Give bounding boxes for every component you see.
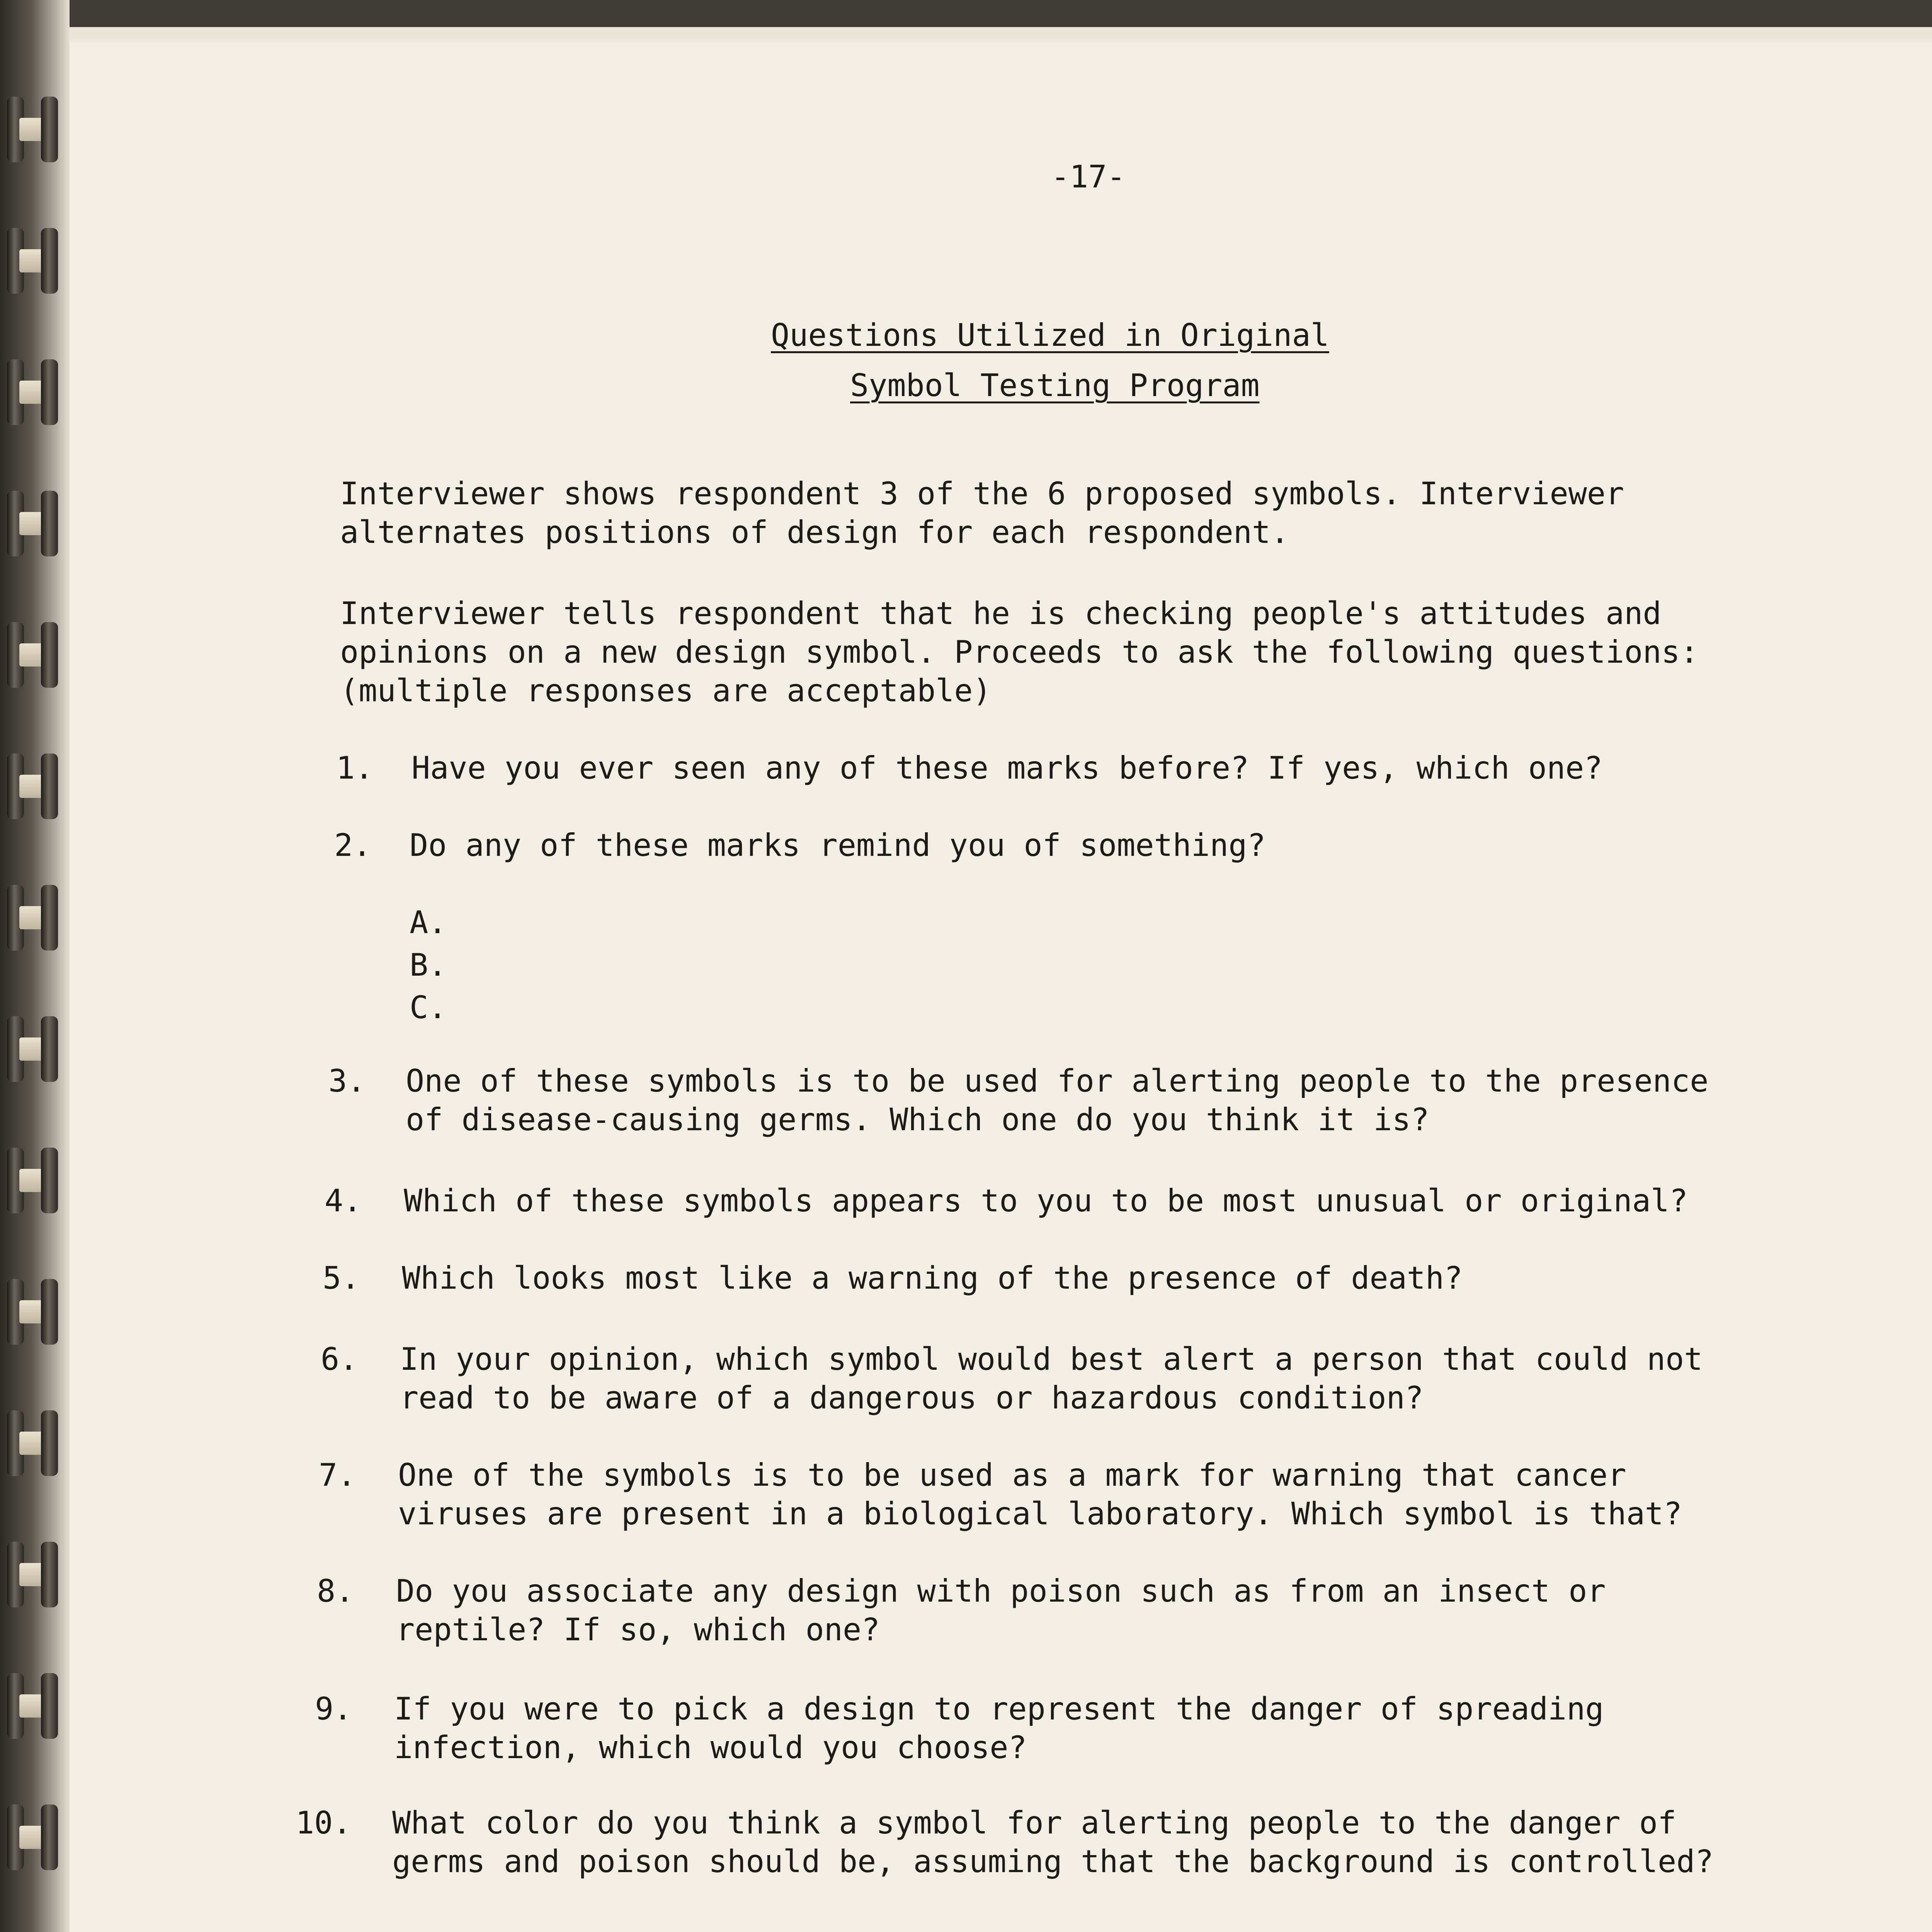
- binding-ring: [4, 228, 62, 294]
- binding-ring-part: [41, 1148, 58, 1213]
- intro-p2-line-3: (multiple responses are acceptable): [340, 673, 992, 709]
- q8-line-2: reptile? If so, which one?: [396, 1612, 880, 1648]
- binding-ring-part: [41, 491, 58, 556]
- q9-line-2: infection, which would you choose?: [394, 1730, 1027, 1765]
- q2-option-c: C.: [410, 990, 447, 1026]
- binding-ring-part: [41, 1279, 58, 1345]
- q2-number: 2.: [334, 827, 372, 863]
- q4-number: 4.: [325, 1183, 362, 1219]
- binding-ring: [4, 885, 62, 951]
- q3-line-2: of disease-causing germs. Which one do you think it is?: [406, 1102, 1430, 1138]
- q9-number: 9.: [315, 1691, 352, 1727]
- q3-number: 3.: [328, 1063, 366, 1099]
- intro-p2-line-1: Interviewer tells respondent that he is checking people's attitudes and: [340, 595, 1662, 631]
- binding-ring: [4, 1804, 62, 1870]
- binding-ring-part: [41, 885, 58, 951]
- q10-number: 10.: [296, 1805, 352, 1841]
- binding-ring-part: [41, 1016, 58, 1082]
- q7-line-2: viruses are present in a biological laboratory. Which symbol is that?: [398, 1496, 1682, 1532]
- q6-line-2: read to be aware of a dangerous or hazardous condition?: [400, 1380, 1424, 1416]
- q3-line-1: One of these symbols is to be used for alerting people to the presence: [406, 1063, 1709, 1099]
- q2-line-1: Do any of these marks remind you of something?: [410, 827, 1266, 863]
- binding-ring-part: [41, 359, 58, 425]
- q10-line-2: germs and poison should be, assuming that the background is controlled?: [392, 1844, 1714, 1879]
- binding-ring: [4, 491, 62, 556]
- q8-line-1: Do you associate any design with poison such as from an insect or: [396, 1573, 1606, 1609]
- binding-ring-part: [41, 1804, 58, 1870]
- q4-line-1: Which of these symbols appears to you to be most unusual or original?: [404, 1183, 1688, 1219]
- binding-ring: [4, 1279, 62, 1345]
- q1-line-1: Have you ever seen any of these marks before? If yes, which one?: [412, 750, 1603, 786]
- q7-line-1: One of the symbols is to be used as a mark for warning that cancer: [398, 1457, 1626, 1493]
- binding-ring: [4, 97, 62, 162]
- page-number: -17-: [1051, 159, 1126, 195]
- binding-ring-part: [41, 753, 58, 819]
- q2-option-b: B.: [410, 947, 447, 983]
- q6-number: 6.: [321, 1341, 358, 1377]
- intro-p1-line-2: alternates positions of design for each respondent.: [340, 514, 1289, 550]
- binding-ring: [4, 1542, 62, 1607]
- intro-p2-line-2: opinions on a new design symbol. Proceeds to ask the following questions:: [340, 634, 1699, 670]
- q5-line-1: Which looks most like a warning of the presence of death?: [402, 1260, 1463, 1296]
- q5-number: 5.: [323, 1260, 360, 1296]
- binding-ring-part: [41, 1673, 58, 1739]
- binding-ring: [4, 622, 62, 688]
- binding-ring-part: [41, 97, 58, 162]
- binding-ring: [4, 1673, 62, 1739]
- q9-line-1: If you were to pick a design to represent the danger of spreading: [394, 1691, 1604, 1727]
- intro-p1-line-1: Interviewer shows respondent 3 of the 6 proposed symbols. Interviewer: [340, 476, 1624, 512]
- q6-line-1: In your opinion, which symbol would best alert a person that could not: [400, 1341, 1703, 1377]
- q8-number: 8.: [317, 1573, 354, 1609]
- binding-ring: [4, 753, 62, 819]
- binding-ring: [4, 359, 62, 425]
- q7-number: 7.: [319, 1457, 356, 1493]
- binding-ring: [4, 1410, 62, 1476]
- title-line-2: Symbol Testing Program: [850, 367, 1260, 403]
- binding-ring-part: [41, 1410, 58, 1476]
- q10-line-1: What color do you think a symbol for alerting people to the danger of: [392, 1805, 1677, 1841]
- binding-ring: [4, 1016, 62, 1082]
- binding-ring-part: [41, 622, 58, 688]
- binding-ring-part: [41, 228, 58, 294]
- binding-ring: [4, 1148, 62, 1213]
- q2-option-a: A.: [410, 905, 447, 940]
- binding-ring-part: [41, 1542, 58, 1607]
- title-line-1: Questions Utilized in Original: [771, 317, 1329, 353]
- q1-number: 1.: [336, 750, 374, 786]
